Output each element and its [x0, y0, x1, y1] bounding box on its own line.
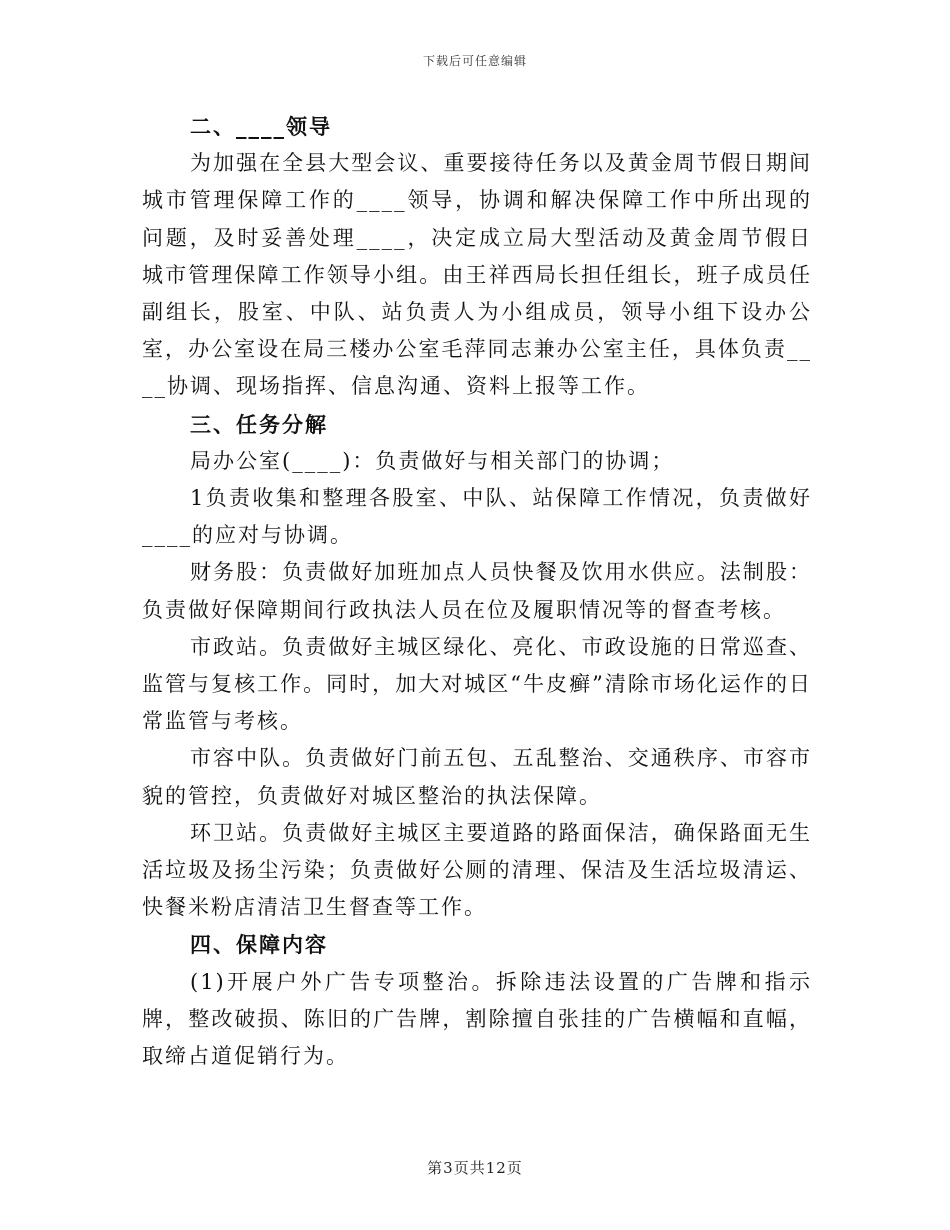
paragraph-finance: 财务股：负责做好加班加点人员快餐及饮用水供应。法制股：负责做好保障期间行政执法人员在位及履职情况等的督查考核。 — [142, 560, 812, 622]
page-footer: 第3页共12页 — [427, 1159, 523, 1177]
paragraph-municipal-station: 市政站。负责做好主城区绿化、亮化、市政设施的日常巡查、监管与复核工作。同时，加大对城区“牛皮癣”清除市场化运作的日常监管与考核。 — [142, 634, 812, 734]
section-heading-task-breakdown: 三、任务分解 — [190, 411, 328, 437]
page-header: 下载后可任意编辑 — [422, 54, 527, 68]
paragraph-outdoor-ads: (1)开展户外广告专项整治。拆除违法设置的广告牌和指示牌，整改破损、陈旧的广告牌，割除擅自张挂的广告横幅和直幅，取缔占道促销行为。 — [142, 969, 812, 1069]
section-heading-guarantee-content: 四、保障内容 — [190, 932, 328, 958]
paragraph-item-1: 1负责收集和整理各股室、中队、站保障工作情况，负责做好____的应对与协调。 — [142, 486, 812, 548]
paragraph-sanitation-station: 环卫站。负责做好主城区主要道路的路面保洁，确保路面无生活垃圾及扬尘污染；负责做好公厕的清理、保洁及生活垃圾清运、快餐米粉店清洁卫生督查等工作。 — [142, 820, 812, 920]
paragraph-city-appearance-team: 市容中队。负责做好门前五包、五乱整治、交通秩序、市容市貌的管控，负责做好对城区整治的执法保障。 — [142, 746, 812, 808]
document-body — [142, 108, 812, 1075]
section-heading-leadership: 二、____领导 — [190, 114, 332, 139]
paragraph-leadership-group: 为加强在全县大型会议、重要接待任务以及黄金周节假日期间城市管理保障工作的____领导，协调和解决保障工作中所出现的问题，及时妥善处理____，决定成立局大型活动及黄金周节假日城市管理保障工作领导小组。由王祥西局长担任组长，班子成员任副组长，股室、中队、站负责人为小组成员，领导小组下设办公室，办公室设在局三楼办公室毛萍同志兼办公室主任，具体负责____协调、现场指挥、信息沟通、资料上报等工作。 — [142, 151, 812, 399]
paragraph-office: 局办公室(____)：负责做好与相关部门的协调； — [190, 448, 675, 473]
